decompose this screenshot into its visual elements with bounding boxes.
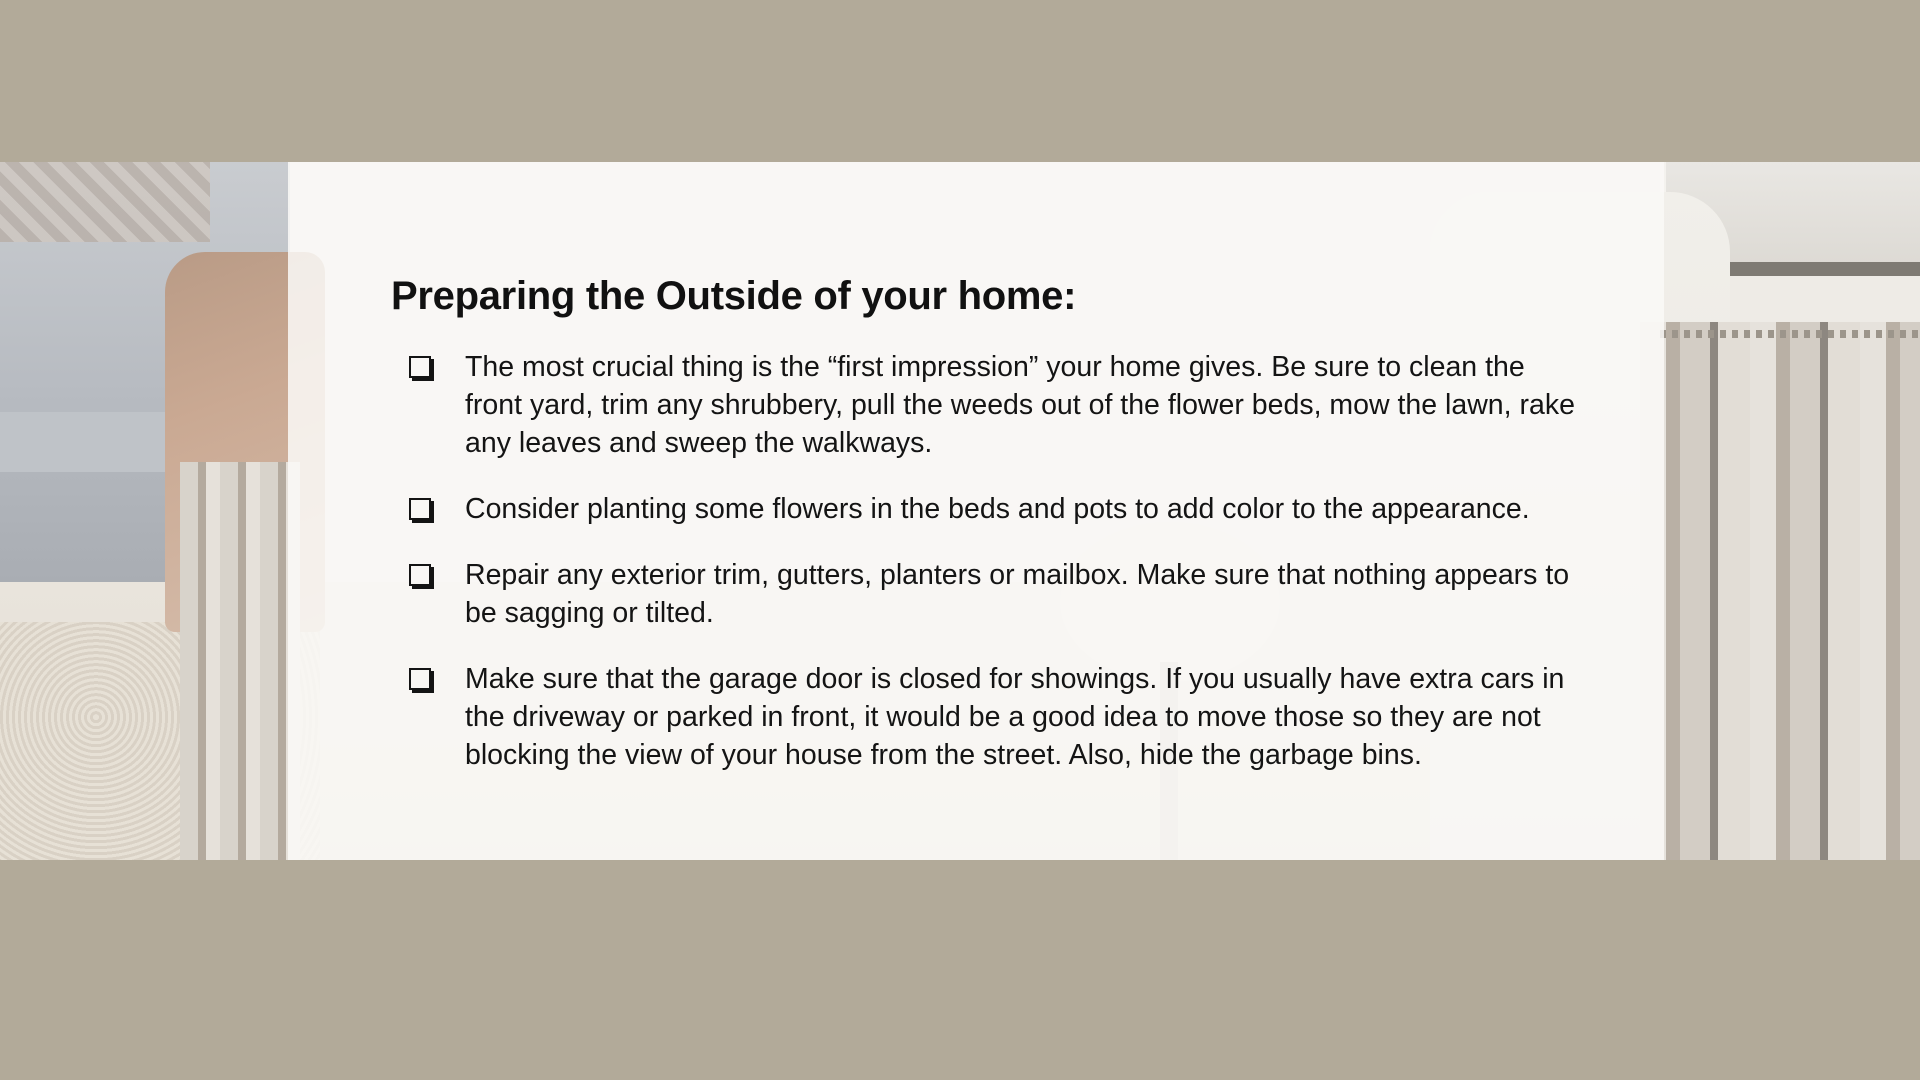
photo-striped-chair-left [180, 462, 300, 860]
bullet-item [409, 556, 1575, 632]
photo-striped-chair-right [1640, 322, 1920, 860]
checkbox-icon [409, 356, 431, 378]
bullet-item [409, 348, 1575, 462]
bullet-list [391, 348, 1591, 774]
bullet-text: Consider planting some flowers in the beds and pots to add color to the appearance. [465, 493, 1530, 525]
checkbox-icon [409, 498, 431, 520]
slide [0, 162, 1920, 860]
bullet-text: Repair any exterior trim, gutters, planters or mailbox. Make sure that nothing appears to be sagging or tilted. [465, 559, 1570, 629]
photo-sofa-seat [0, 412, 190, 472]
slide-content [391, 272, 1591, 802]
checkbox-icon [409, 668, 431, 690]
slide-title: Preparing the Outside of your home: [391, 274, 1077, 318]
bullet-item [409, 490, 1575, 528]
bullet-text: The most crucial thing is the “first impression” your home gives. Be sure to clean the front yard, trim any shrubbery, pull the weeds out of the flower beds, mow the lawn, rake any leaves and sweep the walkways. [465, 351, 1575, 459]
bullet-text: Make sure that the garage door is closed for showings. If you usually have extra cars in the driveway or parked in front, it would be a good idea to move those so they are not blocking the view of your house from the street. Also, hide the garbage bins. [465, 663, 1565, 771]
checkbox-icon [409, 564, 431, 586]
photo-pillow [0, 162, 210, 242]
photo-nailhead-trim [1660, 330, 1920, 338]
bullet-item [409, 660, 1575, 774]
